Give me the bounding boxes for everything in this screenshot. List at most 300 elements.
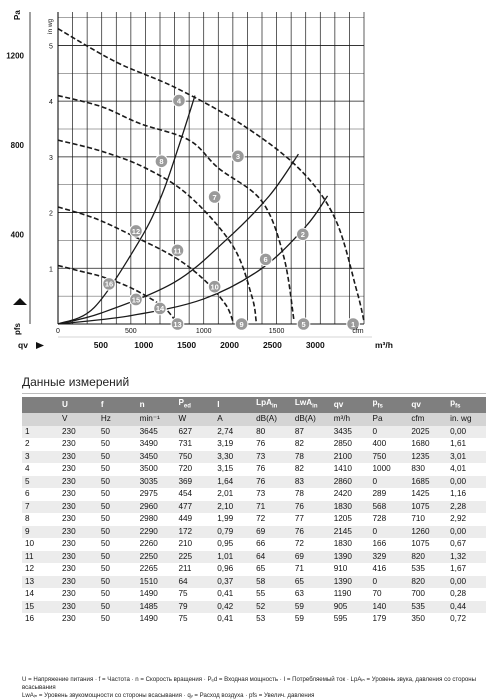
table-cell: 230 — [59, 463, 98, 476]
section-title: Данные измерений — [22, 375, 130, 389]
table-row — [22, 538, 486, 551]
table-row — [22, 501, 486, 514]
operating-point-16 — [103, 278, 116, 291]
table-cell: 73 — [253, 488, 292, 501]
table-cell: 289 — [370, 488, 409, 501]
table-cell: 820 — [408, 551, 447, 564]
axis-label-pfs: pfs — [13, 323, 22, 335]
operating-point-13 — [171, 318, 184, 331]
table-cell: 82 — [292, 463, 331, 476]
table-cell: 731 — [175, 438, 214, 451]
table-cell: 50 — [98, 588, 137, 601]
point-label: 2 — [300, 230, 305, 240]
column-header — [370, 397, 409, 413]
table-cell: 1490 — [137, 613, 176, 626]
table-row — [22, 613, 486, 626]
table-cell: 8 — [22, 513, 59, 526]
operating-point-2 — [297, 228, 310, 241]
table-cell: 0,00 — [447, 526, 486, 539]
point-label: 16 — [104, 279, 114, 289]
column-header-sub: in — [271, 403, 278, 410]
table-cell: 2260 — [137, 538, 176, 551]
column-unit: dB(A) — [253, 413, 292, 426]
column-header-sub: in — [312, 403, 318, 410]
table-cell: 50 — [98, 476, 137, 489]
table-cell: 2980 — [137, 513, 176, 526]
table-cell: 3035 — [137, 476, 176, 489]
point-label: 15 — [131, 295, 141, 305]
table-row — [22, 576, 486, 589]
tick-label-inwg: 5 — [49, 43, 53, 51]
table-cell: 59 — [292, 613, 331, 626]
table-cell: 0 — [370, 526, 409, 539]
column-header — [331, 397, 370, 413]
column-unit: A — [214, 413, 253, 426]
table-cell: 63 — [292, 588, 331, 601]
table-cell: 1,16 — [447, 488, 486, 501]
table-cell: 700 — [408, 588, 447, 601]
table-cell: 78 — [292, 488, 331, 501]
table-cell: 535 — [408, 563, 447, 576]
table-cell: 210 — [175, 538, 214, 551]
point-label: 9 — [239, 319, 244, 329]
table-cell: 65 — [253, 563, 292, 576]
table-cell: 369 — [175, 476, 214, 489]
point-label: 12 — [131, 226, 141, 236]
table-cell: 77 — [292, 513, 331, 526]
column-header — [175, 397, 214, 413]
table-cell: 1410 — [331, 463, 370, 476]
table-cell: 0,79 — [214, 526, 253, 539]
table-cell: 0 — [370, 576, 409, 589]
operating-point-5 — [297, 318, 310, 331]
point-label: 13 — [173, 319, 182, 329]
table-cell: 50 — [98, 501, 137, 514]
column-header — [22, 397, 59, 413]
table-cell: 230 — [59, 538, 98, 551]
table-cell: 0,00 — [447, 426, 486, 439]
table-cell: 230 — [59, 501, 98, 514]
table-cell: 3 — [22, 451, 59, 464]
column-header — [98, 397, 137, 413]
table-cell: 1510 — [137, 576, 176, 589]
column-header — [214, 397, 253, 413]
operating-point-11 — [171, 244, 184, 257]
tick-label-m3h: 2000 — [220, 340, 239, 350]
table-cell: 140 — [370, 601, 409, 614]
point-label: 11 — [173, 246, 182, 256]
table-cell: 3500 — [137, 463, 176, 476]
table-cell: 58 — [253, 576, 292, 589]
table-cell: 16 — [22, 613, 59, 626]
tick-label-cfm: 1000 — [195, 328, 212, 335]
table-row — [22, 426, 486, 439]
table-cell: 2100 — [331, 451, 370, 464]
point-label: 14 — [155, 304, 165, 314]
table-cell: 76 — [253, 438, 292, 451]
table-cell: 3450 — [137, 451, 176, 464]
table-row — [22, 526, 486, 539]
table-cell: 50 — [98, 426, 137, 439]
table-cell: 179 — [370, 613, 409, 626]
table-cell: 50 — [98, 438, 137, 451]
table-cell: 230 — [59, 613, 98, 626]
table-cell: 2025 — [408, 426, 447, 439]
column-unit: V — [59, 413, 98, 426]
table-cell: 2 — [22, 438, 59, 451]
table-cell: 400 — [370, 438, 409, 451]
table-cell: 50 — [98, 551, 137, 564]
table-cell: 4,01 — [447, 463, 486, 476]
table-cell: 2,28 — [447, 501, 486, 514]
table-cell: 0,72 — [447, 613, 486, 626]
operating-point-15 — [130, 293, 143, 306]
table-cell: 2,10 — [214, 501, 253, 514]
point-label: 5 — [301, 319, 306, 329]
legend-line-2: LwAᵢₙ = Уровень звукомощности со стороны всасывания · qᵥ = Расход воздуха · pfs = Увелич. давления — [22, 692, 315, 699]
table-cell: 350 — [408, 613, 447, 626]
table-cell: 83 — [292, 476, 331, 489]
point-label: 10 — [210, 282, 219, 292]
tick-label-pa: 1200 — [6, 51, 24, 61]
table-cell: 1 — [22, 426, 59, 439]
table-cell: 1,99 — [214, 513, 253, 526]
table-cell: 0,00 — [447, 476, 486, 489]
table-cell: 728 — [370, 513, 409, 526]
table-cell: 627 — [175, 426, 214, 439]
table-cell: 4 — [22, 463, 59, 476]
axis-label-qv: qv — [18, 340, 28, 350]
table-cell: 1000 — [370, 463, 409, 476]
column-header-main: p — [372, 398, 378, 407]
operating-point-12 — [130, 225, 143, 238]
table-cell: 72 — [253, 513, 292, 526]
table-cell: 2,74 — [214, 426, 253, 439]
tick-label-cfm: 0 — [56, 328, 60, 335]
table-cell: 0,41 — [214, 613, 253, 626]
table-cell: 230 — [59, 588, 98, 601]
table-cell: 225 — [175, 551, 214, 564]
tick-label-inwg: 3 — [49, 154, 53, 162]
table-cell: 454 — [175, 488, 214, 501]
table-cell: 3,30 — [214, 451, 253, 464]
tick-label-inwg: 1 — [49, 266, 53, 274]
table-body — [22, 426, 486, 626]
table-cell: 230 — [59, 513, 98, 526]
table-cell: 71 — [292, 563, 331, 576]
column-unit: W — [175, 413, 214, 426]
table-cell: 3645 — [137, 426, 176, 439]
table-cell: 2420 — [331, 488, 370, 501]
table-row — [22, 438, 486, 451]
column-header — [137, 397, 176, 413]
table-cell: 230 — [59, 601, 98, 614]
table-cell: 1680 — [408, 438, 447, 451]
table-cell: 211 — [175, 563, 214, 576]
column-header-main: qv — [333, 399, 344, 409]
table-cell: 2960 — [137, 501, 176, 514]
tick-label-pa: 800 — [10, 141, 24, 151]
table-cell: 1390 — [331, 576, 370, 589]
table-cell: 2860 — [331, 476, 370, 489]
table-cell: 416 — [370, 563, 409, 576]
table-cell: 82 — [292, 438, 331, 451]
table-cell: 79 — [175, 601, 214, 614]
table-cell: 230 — [59, 488, 98, 501]
table-cell: 230 — [59, 526, 98, 539]
table-cell: 70 — [370, 588, 409, 601]
table-cell: 230 — [59, 563, 98, 576]
table-cell: 6 — [22, 488, 59, 501]
operating-point-9 — [235, 318, 248, 331]
point-label: 1 — [350, 319, 356, 329]
table-cell: 66 — [253, 538, 292, 551]
table-cell: 2250 — [137, 551, 176, 564]
table-cell: 0,37 — [214, 576, 253, 589]
operating-point-4 — [173, 94, 186, 107]
table-cell: 0,28 — [447, 588, 486, 601]
table-cell: 905 — [331, 601, 370, 614]
table-cell: 76 — [292, 501, 331, 514]
table-cell: 449 — [175, 513, 214, 526]
tick-label-inwg: 2 — [49, 210, 53, 218]
table-cell: 59 — [292, 601, 331, 614]
table-cell: 52 — [253, 601, 292, 614]
column-header-main: n — [139, 399, 145, 409]
tick-label-m3h: 3000 — [305, 340, 325, 350]
table-cell: 3,15 — [214, 463, 253, 476]
table-row — [22, 513, 486, 526]
point-label: 8 — [159, 157, 164, 167]
column-header — [59, 397, 98, 413]
table-cell: 1485 — [137, 601, 176, 614]
table-cell: 55 — [253, 588, 292, 601]
column-header-sub: ed — [183, 403, 191, 410]
column-header — [292, 397, 331, 413]
legend-line-1: U = Напряжение питания · f = Частота · n = Скорость вращения · Pₑd = Входная мощность · I = Потребляемый ток · LpAᵢₙ = Уровень звука, давления со стороны всасывания — [22, 676, 477, 691]
column-header-main: U — [62, 399, 68, 409]
table-cell: 0,96 — [214, 563, 253, 576]
table-cell: 50 — [98, 463, 137, 476]
table-cell: 2850 — [331, 438, 370, 451]
tick-label-m3h: 1000 — [134, 340, 154, 350]
column-unit: m³/h — [331, 413, 370, 426]
table-cell: 50 — [98, 613, 137, 626]
table-row — [22, 588, 486, 601]
table-cell: 2,92 — [447, 513, 486, 526]
table-cell: 166 — [370, 538, 409, 551]
table-cell: 72 — [292, 538, 331, 551]
point-label: 7 — [212, 192, 217, 202]
table-row — [22, 601, 486, 614]
table-cell: 1,32 — [447, 551, 486, 564]
table-cell: 13 — [22, 576, 59, 589]
table-cell: 78 — [292, 451, 331, 464]
table-cell: 1425 — [408, 488, 447, 501]
column-unit: cfm — [408, 413, 447, 426]
table-cell: 230 — [59, 426, 98, 439]
table-cell: 9 — [22, 526, 59, 539]
operating-point-14 — [154, 302, 167, 315]
table-cell: 2290 — [137, 526, 176, 539]
table-cell: 50 — [98, 601, 137, 614]
table-cell: 720 — [175, 463, 214, 476]
table-cell: 2145 — [331, 526, 370, 539]
column-header-main: LpA — [256, 398, 272, 407]
table-cell: 76 — [253, 463, 292, 476]
point-label: 3 — [235, 152, 241, 162]
operating-point-10 — [208, 280, 221, 293]
table-cell: 595 — [331, 613, 370, 626]
table-cell: 71 — [253, 501, 292, 514]
column-header — [447, 397, 486, 413]
table-cell: 230 — [59, 451, 98, 464]
table-cell: 75 — [175, 613, 214, 626]
table-cell: 0,44 — [447, 601, 486, 614]
table-cell: 710 — [408, 513, 447, 526]
table-cell: 230 — [59, 476, 98, 489]
table-row — [22, 476, 486, 489]
column-unit: Pa — [370, 413, 409, 426]
column-unit: min⁻¹ — [137, 413, 176, 426]
table-cell: 172 — [175, 526, 214, 539]
point-label: 4 — [176, 96, 182, 106]
column-header-sub: fs — [455, 403, 461, 410]
table-cell: 1190 — [331, 588, 370, 601]
table-cell: 64 — [253, 551, 292, 564]
table-cell: 76 — [253, 476, 292, 489]
table-cell: 1205 — [331, 513, 370, 526]
operating-point-8 — [155, 155, 168, 168]
operating-point-7 — [208, 191, 221, 204]
table-header-row — [22, 397, 486, 413]
table-cell: 50 — [98, 526, 137, 539]
column-header-main: f — [100, 399, 104, 409]
table-cell: 69 — [253, 526, 292, 539]
table-cell: 0,95 — [214, 538, 253, 551]
column-header-main: LwA — [294, 398, 313, 407]
table-cell: 75 — [175, 588, 214, 601]
table-cell: 1830 — [331, 501, 370, 514]
table-cell: 0,41 — [214, 588, 253, 601]
column-header-main: p — [450, 398, 456, 407]
table-cell: 3435 — [331, 426, 370, 439]
column-unit: in. wg — [447, 413, 486, 426]
table-cell: 568 — [370, 501, 409, 514]
table-cell: 69 — [292, 551, 331, 564]
table-cell: 1235 — [408, 451, 447, 464]
table-cell: 87 — [292, 426, 331, 439]
table-cell: 0 — [370, 476, 409, 489]
tick-label-m3h: 2500 — [262, 340, 282, 350]
table-cell: 0,42 — [214, 601, 253, 614]
table-cell: 11 — [22, 551, 59, 564]
column-header-sub: fs — [377, 403, 383, 410]
table-cell: 1260 — [408, 526, 447, 539]
table-cell: 329 — [370, 551, 409, 564]
axis-unit-cfm: cfm — [352, 328, 364, 335]
table-cell: 5 — [22, 476, 59, 489]
table-cell: 73 — [253, 451, 292, 464]
measurement-table — [22, 397, 486, 626]
column-unit — [22, 413, 59, 426]
table-cell: 750 — [370, 451, 409, 464]
table-cell: 76 — [292, 526, 331, 539]
table-cell: 50 — [98, 563, 137, 576]
column-header-main: I — [217, 399, 220, 409]
tick-label-inwg: 4 — [49, 99, 53, 107]
table-cell: 1830 — [331, 538, 370, 551]
table-cell: 230 — [59, 438, 98, 451]
table-cell: 910 — [331, 563, 370, 576]
table-row — [22, 488, 486, 501]
tick-label-pa: 400 — [10, 230, 24, 240]
table-cell: 50 — [98, 538, 137, 551]
table-cell: 1685 — [408, 476, 447, 489]
table-units-row — [22, 413, 486, 426]
table-cell: 830 — [408, 463, 447, 476]
table-row — [22, 563, 486, 576]
table-cell: 0,67 — [447, 538, 486, 551]
table-cell: 0 — [370, 426, 409, 439]
table-legend — [22, 676, 492, 700]
table-cell: 535 — [408, 601, 447, 614]
table-cell: 820 — [408, 576, 447, 589]
table-cell: 50 — [98, 488, 137, 501]
table-cell: 230 — [59, 551, 98, 564]
axis-unit-m3h: m³/h — [375, 340, 393, 350]
operating-point-6 — [259, 253, 272, 266]
table-cell: 1490 — [137, 588, 176, 601]
table-cell: 50 — [98, 451, 137, 464]
table-cell: 3,19 — [214, 438, 253, 451]
tick-label-cfm: 1500 — [268, 328, 285, 335]
table-cell: 477 — [175, 501, 214, 514]
table-cell: 1075 — [408, 501, 447, 514]
column-header-main: qv — [411, 399, 421, 409]
table-cell: 14 — [22, 588, 59, 601]
table-cell: 3,01 — [447, 451, 486, 464]
axis-unit-inwg: in wg — [47, 18, 54, 34]
table-cell: 230 — [59, 576, 98, 589]
table-cell: 2975 — [137, 488, 176, 501]
table-cell: 1075 — [408, 538, 447, 551]
tick-label-m3h: 1500 — [177, 340, 197, 350]
table-row — [22, 551, 486, 564]
table-cell: 50 — [98, 576, 137, 589]
table-cell: 1,01 — [214, 551, 253, 564]
table-cell: 1,61 — [447, 438, 486, 451]
point-label: 6 — [263, 255, 268, 265]
table-cell: 1,67 — [447, 563, 486, 576]
table-cell: 65 — [292, 576, 331, 589]
axis-unit-pa: Pa — [13, 10, 22, 20]
table-cell: 1,64 — [214, 476, 253, 489]
table-cell: 1390 — [331, 551, 370, 564]
table-cell: 64 — [175, 576, 214, 589]
table-row — [22, 463, 486, 476]
column-unit: dB(A) — [292, 413, 331, 426]
table-cell: 10 — [22, 538, 59, 551]
section-divider — [22, 393, 486, 394]
table-cell: 3490 — [137, 438, 176, 451]
column-header-main: P — [178, 398, 184, 407]
table-cell: 7 — [22, 501, 59, 514]
table-cell: 53 — [253, 613, 292, 626]
table-cell: 750 — [175, 451, 214, 464]
operating-point-3 — [232, 150, 245, 163]
tick-label-cfm: 500 — [125, 328, 137, 335]
